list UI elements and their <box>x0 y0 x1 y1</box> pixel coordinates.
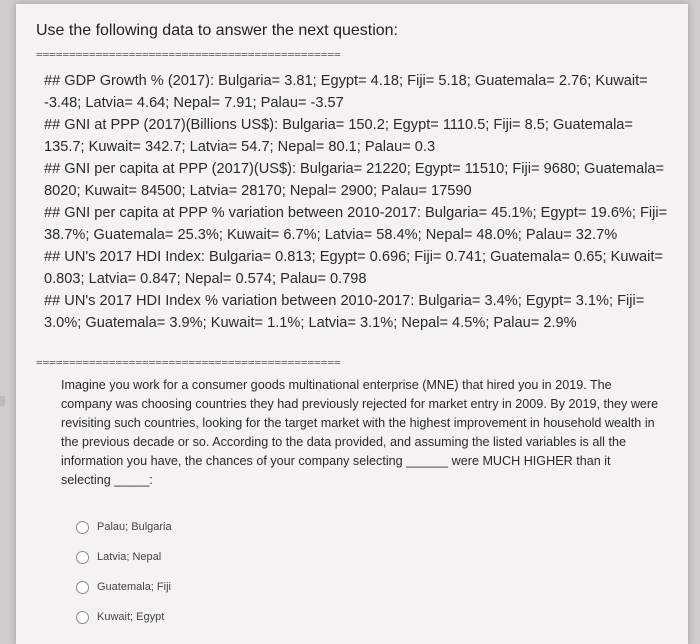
radio-button[interactable] <box>76 551 89 564</box>
data-line-gni-per-capita: ## GNI per capita at PPP (2017)(US$): Bulgaria= 21220; Egypt= 11510; Fiji= 9680; Guatemala= 8020; Kuwait= 84500; Latvia= 28170; Nepal= 2900; Palau= 17590 <box>44 161 665 199</box>
answer-option[interactable] <box>76 549 476 565</box>
data-block <box>44 70 674 334</box>
data-line-gni-variation: ## GNI per capita at PPP % variation between 2010-2017: Bulgaria= 45.1%; Egypt= 19.6%; Fiji= 38.7%; Guatemala= 25.3%; Kuwait= 6.7%; Latvia= 58.4%; Nepal= 48.0%; Palau= 32.7% <box>44 205 668 243</box>
answer-options <box>76 519 476 639</box>
question-page <box>16 4 688 644</box>
answer-option[interactable] <box>76 609 476 625</box>
question-intro: Use the following data to answer the next question: <box>36 22 398 39</box>
answer-option-label: Kuwait; Egypt <box>97 611 165 623</box>
divider-top: ============================================== <box>36 48 341 61</box>
data-line-gdp-growth: ## GDP Growth % (2017): Bulgaria= 3.81; Egypt= 4.18; Fiji= 5.18; Guatemala= 2.76; Kuwait= -3.48; Latvia= 4.64; Nepal= 7.91; Palau= -3.57 <box>44 73 648 111</box>
answer-option-label: Guatemala; Fiji <box>97 581 171 593</box>
question-scenario: Imagine you work for a consumer goods multinational enterprise (MNE) that hired you in 2019. The company was choosing countries they had previously rejected for market entry in 2009. By 2019, they were revisiting such countries, looking for the target market with the highest improvement in household wealth in the previous decade or so. According to the data provided, and assuming the listed variables is all the information you have, the chances of your company selecting ______ were MUCH HIGHER than it selecting _____: <box>61 378 659 487</box>
radio-button[interactable] <box>76 581 89 594</box>
answer-option[interactable] <box>76 579 476 595</box>
data-line-gni-ppp: ## GNI at PPP (2017)(Billions US$): Bulgaria= 150.2; Egypt= 1110.5; Fiji= 8.5; Guatemala= 135.7; Kuwait= 342.7; Latvia= 54.7; Nepal= 80.1; Palau= 0.3 <box>44 117 633 155</box>
answer-option[interactable] <box>76 519 476 535</box>
answer-option-label: Palau; Bulgaria <box>97 521 172 533</box>
data-line-hdi: ## UN's 2017 HDI Index: Bulgaria= 0.813; Egypt= 0.696; Fiji= 0.741; Guatemala= 0.65; Kuwait= 0.803; Latvia= 0.847; Nepal= 0.574; Palau= 0.798 <box>44 249 663 287</box>
page-edge-marker <box>0 396 5 406</box>
data-line-hdi-variation: ## UN's 2017 HDI Index % variation between 2010-2017: Bulgaria= 3.4%; Egypt= 3.1%; Fiji= 3.0%; Guatemala= 3.9%; Kuwait= 1.1%; Latvia= 3.1%; Nepal= 4.5%; Palau= 2.9% <box>44 293 645 331</box>
divider-bottom: ============================================== <box>36 356 341 369</box>
radio-button[interactable] <box>76 611 89 624</box>
answer-option-label: Latvia; Nepal <box>97 551 162 563</box>
radio-button[interactable] <box>76 521 89 534</box>
